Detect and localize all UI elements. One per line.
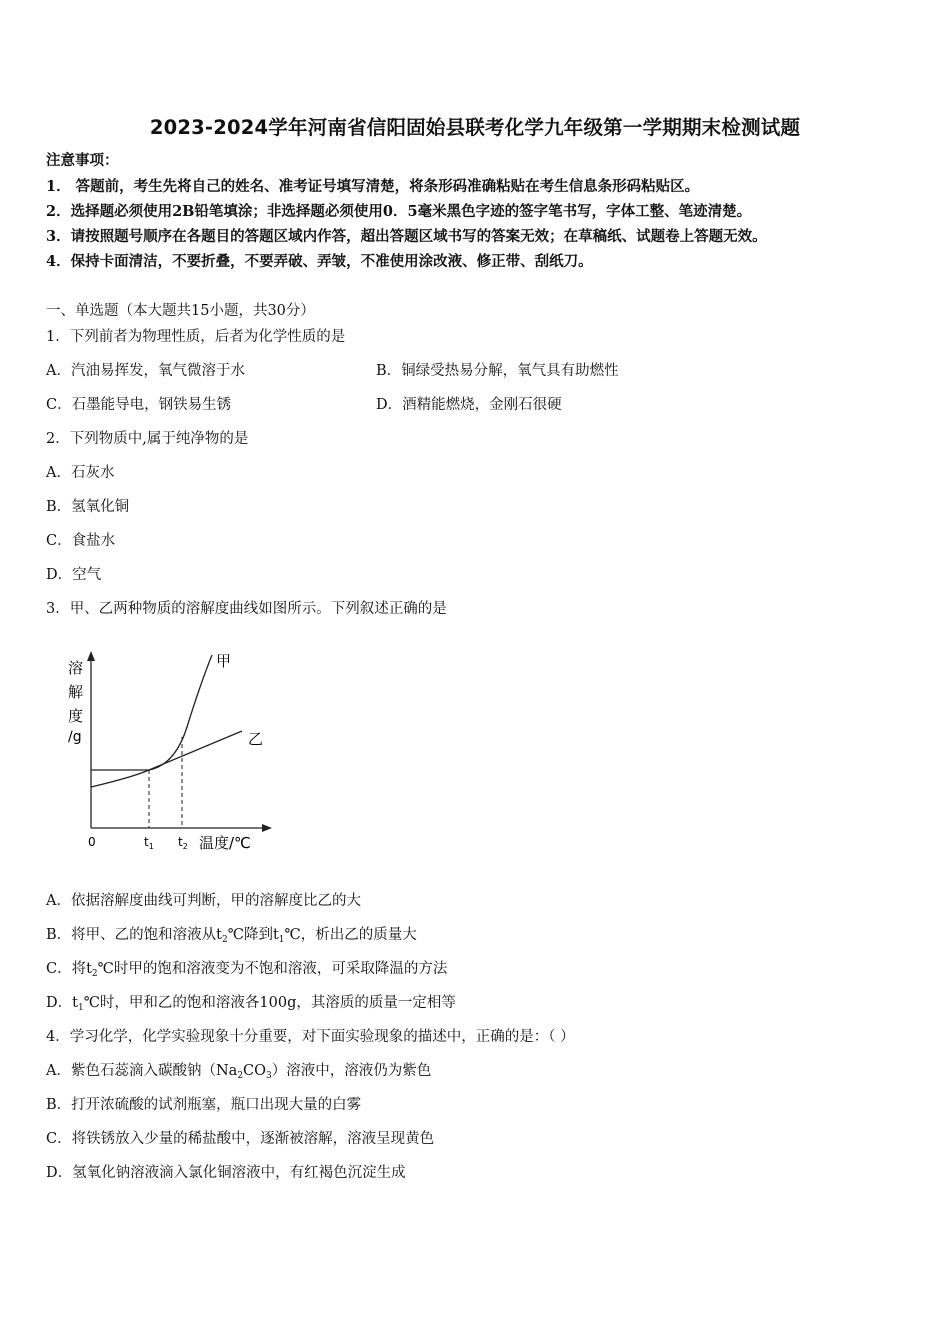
origin-label: 0: [88, 835, 96, 849]
q4-stem: 4．学习化学，化学实验现象十分重要，对下面实验现象的描述中，正确的是：（ ）: [46, 1029, 575, 1045]
q3-d-pre: D．t: [46, 995, 78, 1011]
q3-option-c: [46, 959, 447, 979]
tick-t2-sub: 2: [182, 842, 188, 851]
q4-option-d: D．氢氧化钠溶液滴入氯化铜溶液中，有红褐色沉淀生成: [46, 1165, 406, 1181]
notice-item-4: 4．保持卡面清洁，不要折叠，不要弄破、弄皱，不准使用涂改液、修正带、刮纸刀。: [46, 253, 593, 270]
q3-b-sub2: 1: [278, 935, 285, 945]
q3-b-pre: B．将甲、乙的饱和溶液从t: [46, 927, 222, 943]
q1-option-a: A．汽油易挥发，氧气微溶于水: [46, 363, 245, 379]
q2-option-b: B．氢氧化铜: [46, 499, 130, 515]
q1-option-c: C．石墨能导电，钢铁易生锈: [46, 397, 232, 413]
page-title: 2023-2024学年河南省信阳固始县联考化学九年级第一学期期末检测试题: [149, 116, 801, 139]
q2-option-a: A．石灰水: [46, 465, 115, 481]
q2-option-c: C．食盐水: [46, 533, 116, 549]
q3-c-sub1: 2: [91, 969, 98, 979]
q3-c-post: ℃时甲的饱和溶液变为不饱和溶液，可采取降温的方法: [97, 961, 448, 977]
q4-option-b: B．打开浓硫酸的试剂瓶塞，瓶口出现大量的白雾: [46, 1097, 362, 1113]
q4-option-a: [46, 1061, 431, 1081]
q3-option-b: [46, 925, 417, 945]
notice-item-3: 3．请按照题号顺序在各题目的答题区域内作答，超出答题区域书写的答案无效；在草稿纸、试题卷上答题无效。: [46, 228, 767, 245]
notice-heading: 注意事项：: [46, 152, 119, 169]
ylabel-char-1: 溶: [68, 659, 84, 677]
curve-yi: [91, 731, 242, 787]
tick-t2: [178, 835, 188, 851]
q1-stem: 1．下列前者为物理性质，后者为化学性质的是: [46, 329, 346, 345]
q3-stem: 3．甲、乙两种物质的溶解度曲线如图所示。下列叙述正确的是: [46, 601, 447, 617]
q3-b-post: ℃，析出乙的质量大: [284, 927, 417, 943]
tick-t1-sub: 1: [148, 842, 154, 851]
series-label-jia: 甲: [216, 652, 232, 670]
q3-b-mid: ℃降到t: [227, 927, 279, 943]
notice-item-2: 2．选择题必须使用2B铅笔填涂；非选择题必须使用0．5毫米黑色字迹的签字笔书写，字体工整、笔迹清楚。: [46, 203, 752, 220]
q4-a-post: ）溶液中，溶液仍为紫色: [271, 1063, 432, 1079]
ylabel-char-3: 度: [68, 707, 84, 725]
tick-t2-main: t: [178, 835, 183, 849]
q1-option-b: B．铜绿受热易分解，氧气具有助燃性: [376, 363, 619, 379]
q1-option-d: D．酒精能燃烧，金刚石很硬: [376, 397, 562, 413]
q3-c-pre: C．将t: [46, 961, 92, 977]
ylabel-char-2: 解: [68, 683, 84, 701]
solubility-chart: [60, 645, 280, 860]
q4-a-sub2: 3: [266, 1071, 272, 1081]
q4-a-mid: CO: [243, 1063, 267, 1079]
curve-jia: [91, 655, 212, 770]
q4-a-pre: A．紫色石蕊滴入碳酸钠（Na: [46, 1063, 238, 1079]
xlabel: 温度/℃: [199, 834, 251, 852]
q2-stem: 2．下列物质中,属于纯净物的是: [46, 431, 249, 447]
q4-option-c: C．将铁锈放入少量的稀盐酸中，逐渐被溶解，溶液呈现黄色: [46, 1131, 435, 1147]
q3-d-sub1: 1: [77, 1003, 84, 1013]
q2-option-d: D．空气: [46, 567, 102, 583]
y-axis-arrow: [87, 651, 95, 661]
x-axis-arrow: [262, 824, 272, 832]
ylabel-char-4: /g: [68, 729, 82, 745]
section-heading: 一、单选题（本大题共15小题，共30分）: [46, 303, 315, 319]
q3-option-a: A．依据溶解度曲线可判断，甲的溶解度比乙的大: [46, 893, 361, 909]
q3-option-d: [46, 993, 456, 1013]
tick-t1: [144, 835, 154, 851]
q3-b-sub1: 2: [221, 935, 228, 945]
q4-a-sub1: 2: [237, 1071, 244, 1081]
q3-d-post: ℃时，甲和乙的饱和溶液各100g，其溶质的质量一定相等: [83, 995, 456, 1011]
series-label-yi: 乙: [248, 730, 264, 748]
notice-item-1: 1． 答题前，考生先将自己的姓名、准考证号填写清楚，将条形码准确粘贴在考生信息条形码粘贴区。: [46, 178, 700, 195]
tick-t1-main: t: [144, 835, 149, 849]
